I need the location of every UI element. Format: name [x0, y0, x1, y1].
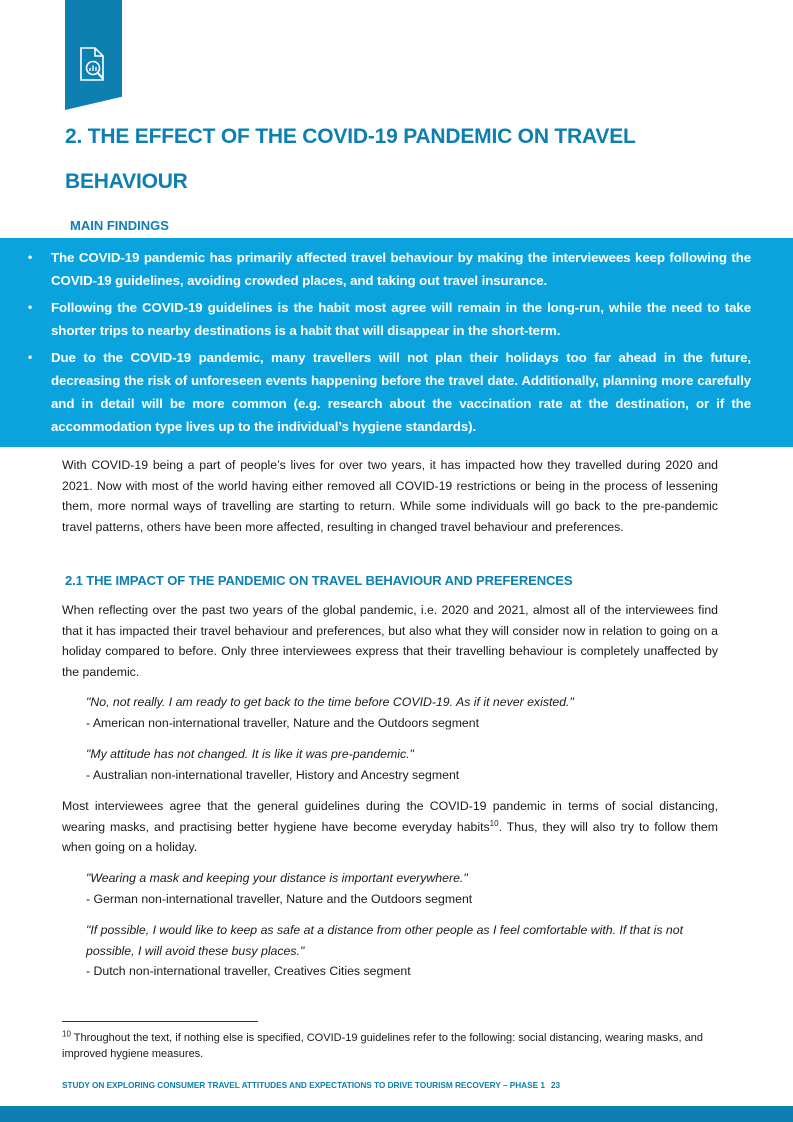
finding-item: • Following the COVID-19 guidelines is the habit most agree will remain in the long-run, while the need to take shorter trips to nearby destinations is a habit that will disappear in the short-term.	[28, 296, 751, 342]
chapter-title-line1: 2. THE EFFECT OF THE COVID-19 PANDEMIC ON TRAVEL	[65, 125, 636, 148]
intro-paragraph: With COVID-19 being a part of people’s lives for over two years, it has impacted how they travelled during 2020 and 2021. Now with most of the world having either removed all COVID-19 restrictions or being in the process of lessening them, more normal ways of travelling are starting to return. While some individuals will go back to the pre-pandemic travel patterns, others have been more affected, resulting in changed travel behaviour and preferences.	[62, 458, 718, 534]
quote-attribution: - Australian non-international traveller, History and Ancestry segment	[86, 767, 460, 782]
section-title: 2.1 THE IMPACT OF THE PANDEMIC ON TRAVEL BEHAVIOUR AND PREFERENCES	[65, 573, 573, 588]
footnote-ref[interactable]: 10	[489, 818, 499, 828]
footer-title: STUDY ON EXPLORING CONSUMER TRAVEL ATTITUDES AND EXPECTATIONS TO DRIVE TOURISM RECOVERY – PHASE 1	[62, 1080, 545, 1090]
bullet-icon: •	[28, 250, 33, 264]
chapter-title-line2: BEHAVIOUR	[65, 170, 188, 193]
bullet-icon: •	[28, 350, 33, 364]
section-paragraph-1: When reflecting over the past two years of the global pandemic, i.e. 2020 and 2021, almost all of the interviewees find that it has impacted their travel behaviour and preferences, but also what they will consider now in relation to going on a holiday compared to before. Only three interviewees express that their travelling behaviour is completely unaffected by the pandemic.	[62, 603, 718, 679]
quote-text: "If possible, I would like to keep as safe at a distance from other people as I feel comfortable with. If that is not possible, I will avoid these busy places."	[86, 923, 683, 958]
section-paragraph-2: Most interviewees agree that the general guidelines during the COVID-19 pandemic in terms of social distancing, wearing masks, and practising better hygiene have become everyday habits$^{10}$. Thus, they will also try to follow them when going on a holiday.	[62, 799, 718, 854]
chapter-title	[65, 114, 725, 204]
report-magnifier-icon	[78, 46, 108, 86]
page-footer	[62, 1080, 560, 1090]
findings-list	[28, 246, 751, 438]
footnote-text: Throughout the text, if nothing else is specified, COVID-19 guidelines refer to the following: social distancing, wearing masks, and improved hygiene measures.	[62, 1032, 703, 1060]
finding-item: • Due to the COVID-19 pandemic, many travellers will not plan their holidays too far ahead in the future, decreasing the risk of unforeseen events happening before the travel date. Additionally, planning more carefully and in detail will be more common (e.g. research about the vaccination rate at the destination, or if the accommodation type lives up to the individual’s hygiene standards).	[28, 346, 751, 438]
main-findings-box	[0, 238, 793, 447]
quote-block	[86, 744, 718, 785]
quote-attribution: - German non-international traveller, Nature and the Outdoors segment	[86, 891, 473, 906]
footer-bar	[0, 1106, 793, 1122]
footnote	[62, 1030, 718, 1062]
main-findings-title: MAIN FINDINGS	[70, 218, 169, 233]
quote-attribution: - American non-international traveller, Nature and the Outdoors segment	[86, 715, 480, 730]
footnote-divider	[62, 1021, 258, 1022]
quote-block	[86, 920, 718, 982]
quote-text: "My attitude has not changed. It is like it was pre-pandemic."	[86, 747, 414, 761]
chapter-tab	[65, 0, 122, 110]
page-number: 23	[550, 1080, 561, 1090]
finding-item: • The COVID-19 pandemic has primarily affected travel behaviour by making the interviewees keep following the COVID-19 guidelines, avoiding crowded places, and taking out travel insurance.	[28, 246, 751, 292]
quote-block	[86, 868, 718, 909]
quote-text: "Wearing a mask and keeping your distance is important everywhere."	[86, 871, 468, 885]
quote-block	[86, 692, 718, 733]
quote-text: "No, not really. I am ready to get back to the time before COVID-19. As if it never existed."	[86, 695, 574, 709]
bullet-icon: •	[28, 300, 33, 314]
footnote-number: 10	[62, 1029, 71, 1039]
quote-attribution: - Dutch non-international traveller, Creatives Cities segment	[86, 964, 411, 978]
